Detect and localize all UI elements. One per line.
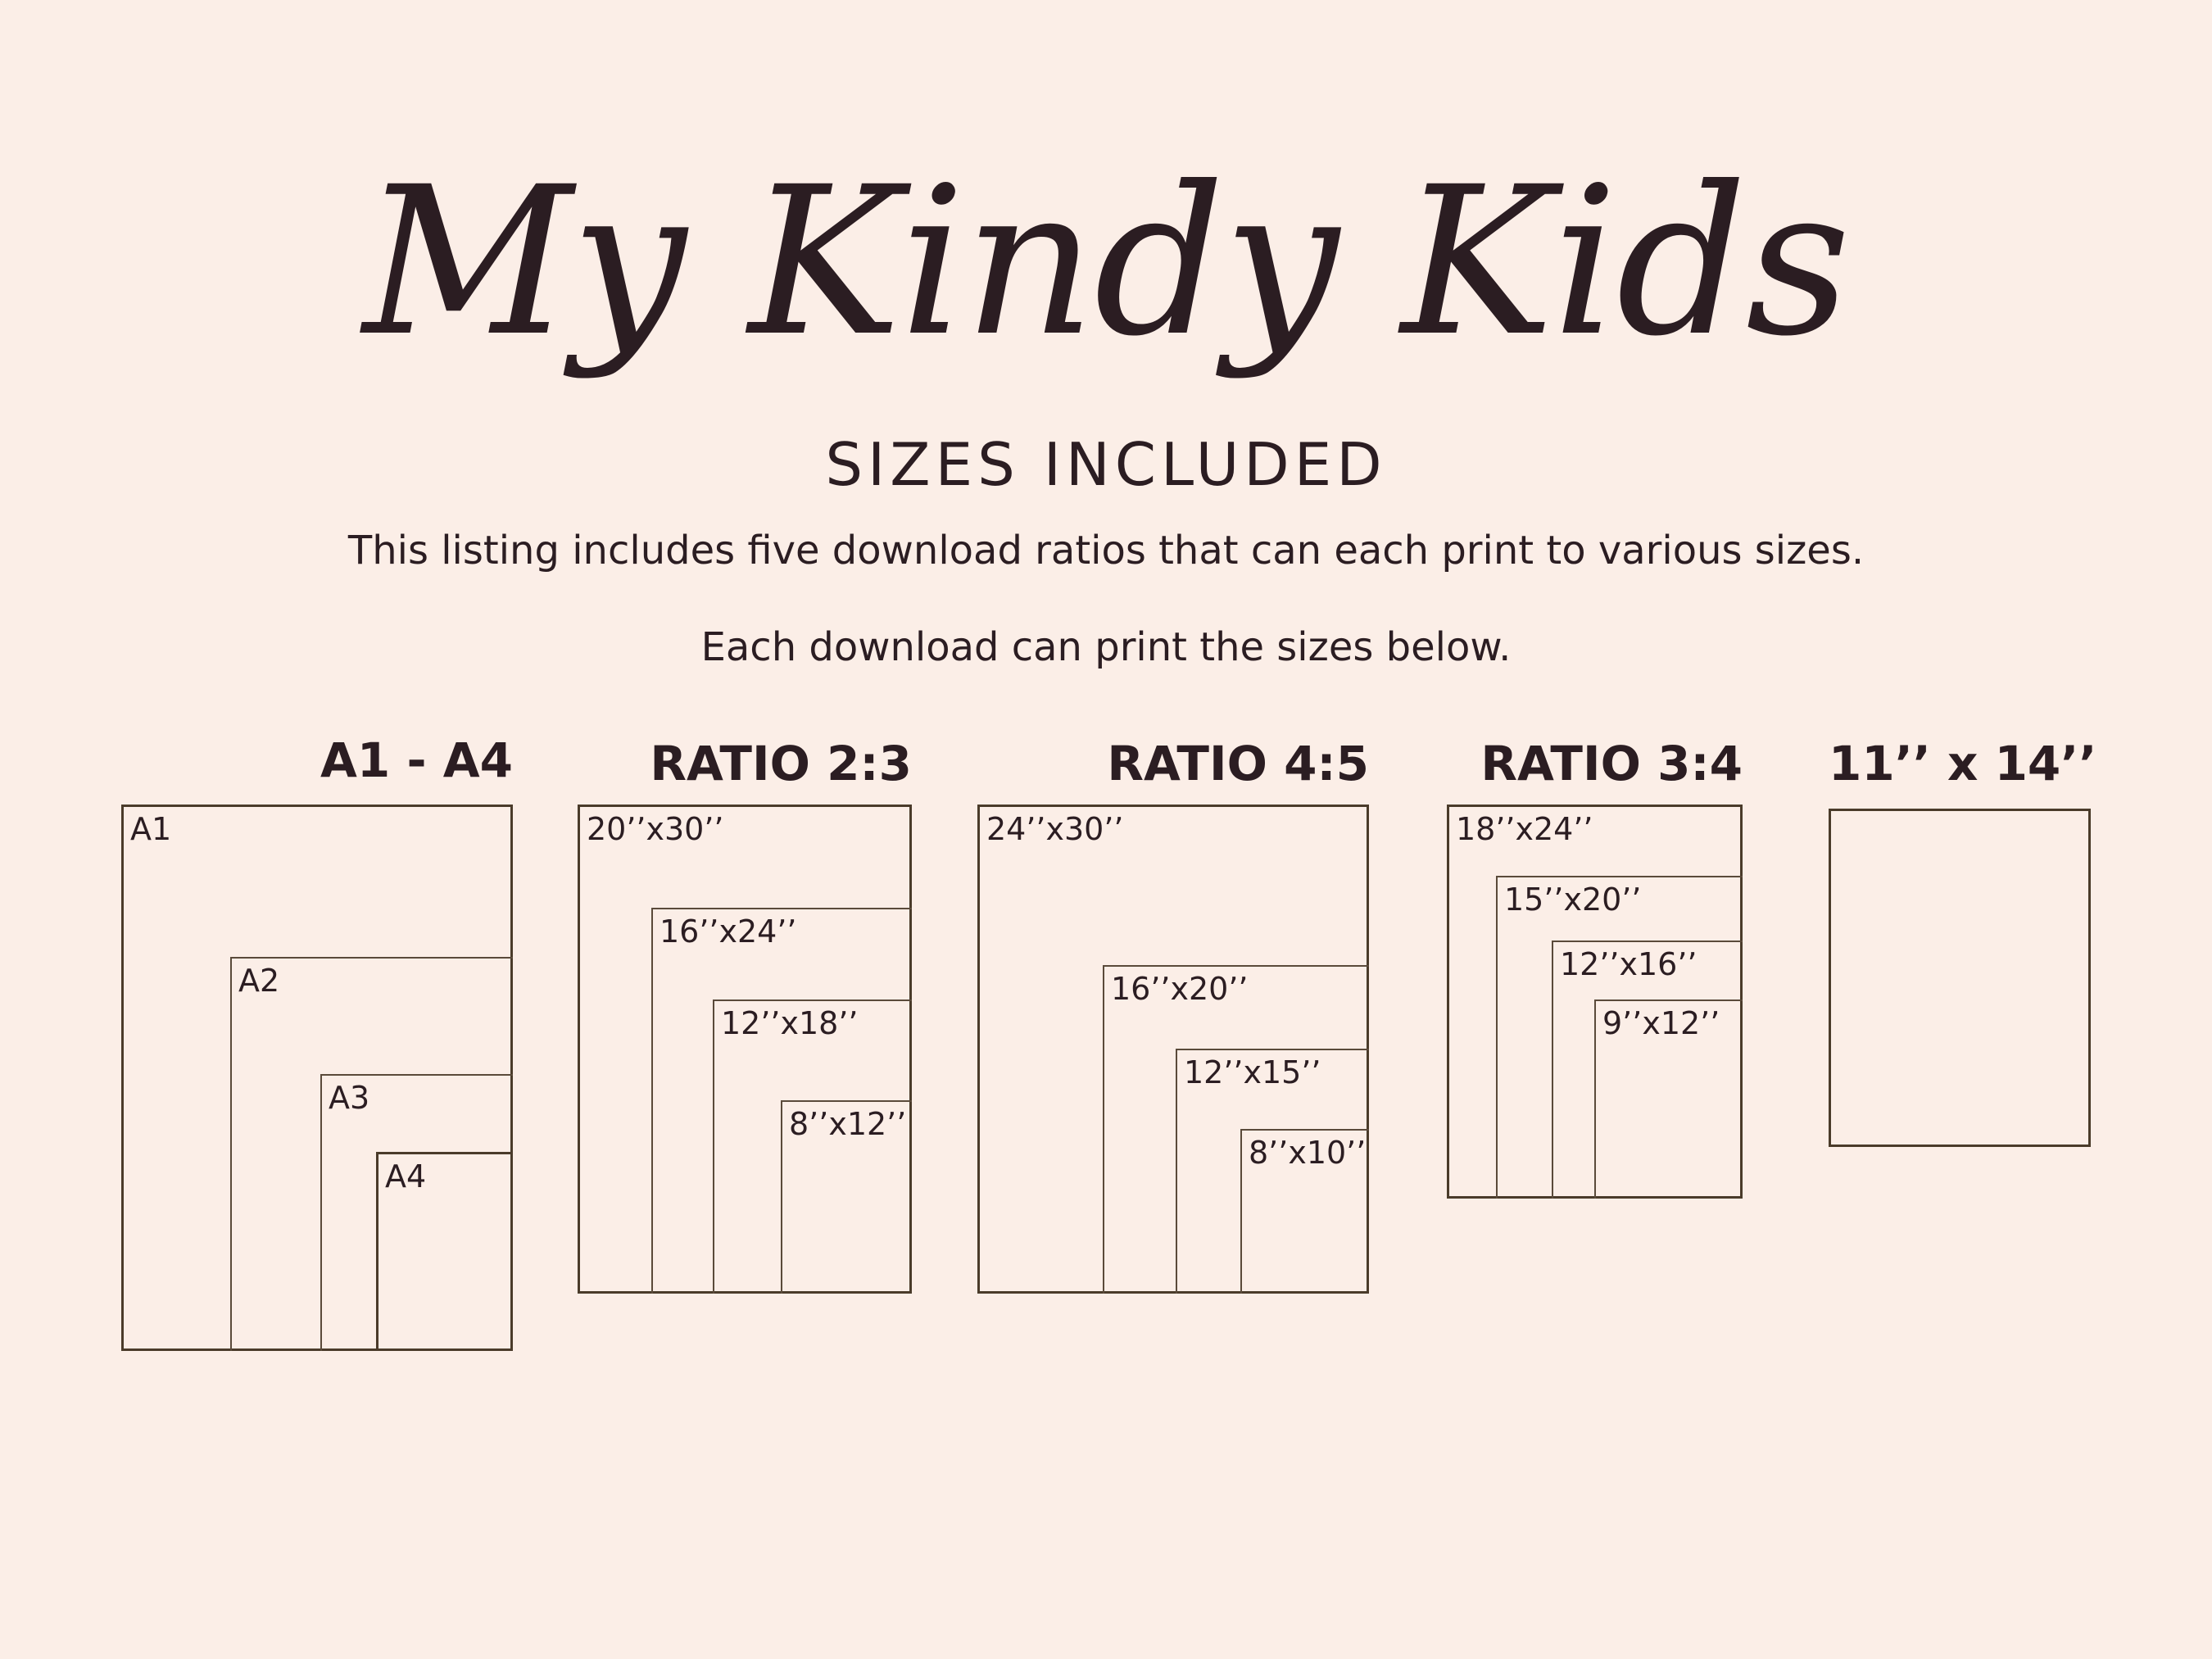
description-line-1: This listing includes five download ratios that can each print to various sizes. (347, 528, 1865, 573)
size-label: 24’’x30’’ (986, 811, 1124, 847)
size-label: 20’’x30’’ (587, 811, 724, 847)
size-label: 12’’x16’’ (1560, 946, 1698, 982)
group-heading-a-sizes: A1 - A4 (320, 732, 513, 788)
size-box-8x12 (781, 1100, 912, 1294)
group-heading-11x14: 11’’ x 14’’ (1829, 736, 2097, 791)
brand-title: My Kindy Kids (362, 143, 1850, 381)
size-box-11x14 (1829, 809, 2091, 1147)
size-label: 12’’x18’’ (721, 1005, 859, 1041)
group-heading-ratio-2-3: RATIO 2:3 (650, 736, 912, 791)
size-label: 8’’x10’’ (1249, 1135, 1367, 1171)
group-heading-ratio-4-5: RATIO 4:5 (1107, 736, 1369, 791)
size-label: 18’’x24’’ (1456, 811, 1593, 847)
size-label: 9’’x12’’ (1602, 1005, 1720, 1041)
size-label: A1 (130, 811, 172, 847)
size-label: 15’’x20’’ (1504, 882, 1642, 918)
page-subtitle: SIZES INCLUDED (825, 430, 1387, 499)
size-box-9x12 (1594, 999, 1743, 1199)
size-label: 12’’x15’’ (1184, 1054, 1321, 1090)
size-label: A2 (238, 963, 280, 999)
size-label: A4 (385, 1158, 427, 1194)
size-label: 16’’x24’’ (660, 913, 797, 950)
group-heading-ratio-3-4: RATIO 3:4 (1480, 736, 1743, 791)
size-label: 16’’x20’’ (1111, 971, 1249, 1007)
size-box-8x10 (1240, 1129, 1369, 1294)
size-label: A3 (329, 1080, 370, 1116)
description-line-2: Each download can print the sizes below. (700, 624, 1512, 670)
size-label: 8’’x12’’ (789, 1106, 907, 1142)
size-box-a4 (376, 1152, 513, 1351)
